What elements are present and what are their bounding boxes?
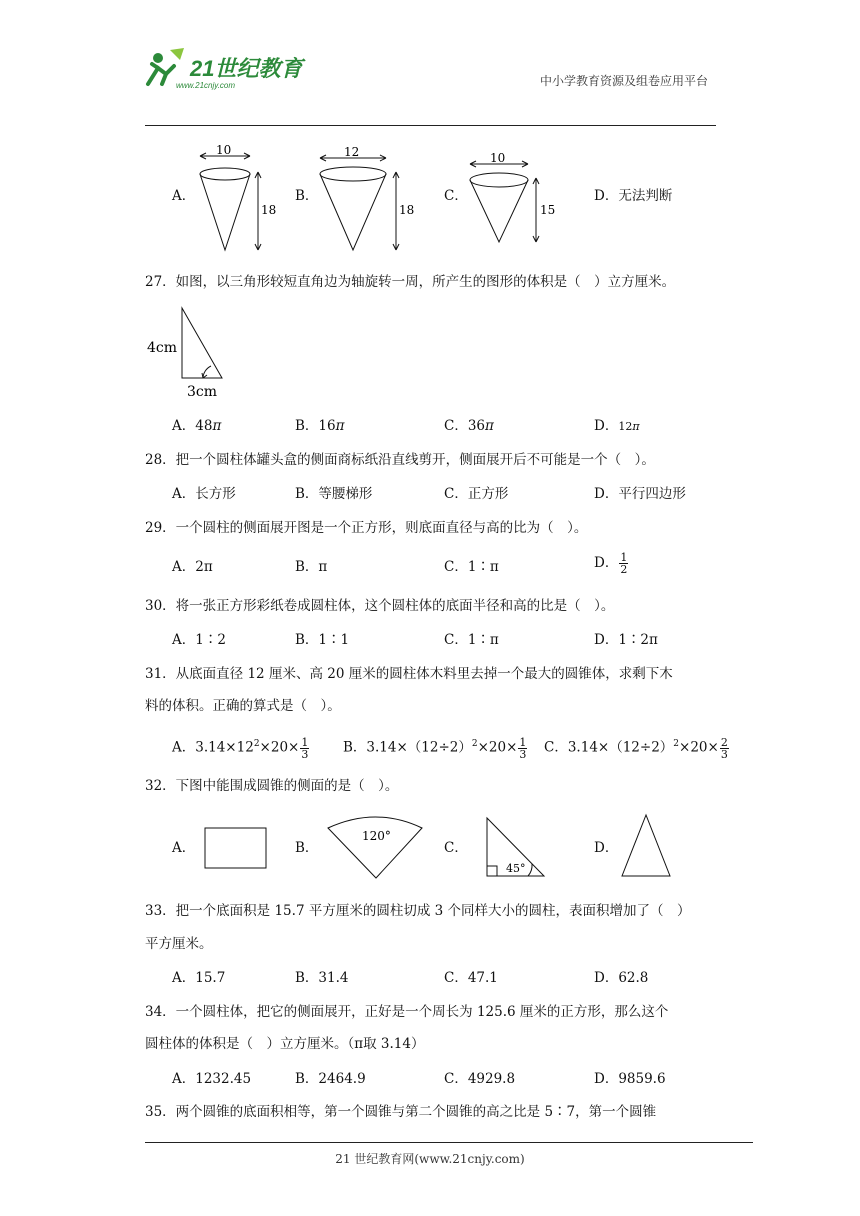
q33-option-c[interactable]: C．47.1 [444,970,498,986]
q27-option-b[interactable]: B．16π [295,418,345,434]
q26-cone-c [464,148,564,248]
q26-option-a-label[interactable]: A． [172,188,196,204]
fraction: $\frac{2}{3}$ [720,735,728,761]
q31-text-line1: 31．从底面直径 12 厘米、高 20 厘米的圆柱体木料里去掉一个最大的圆锥体，求剩下木 [145,666,673,682]
q32-right-triangle-shape [484,814,550,880]
q32-option-c-label[interactable]: C． [444,840,468,856]
q26-option-b-label[interactable]: B． [295,188,319,204]
header-rule [145,125,716,126]
q31-option-c[interactable]: C．$3.14\times(12\div 2)^2\times 20\times$ $\frac{2}{3}$ [544,735,728,761]
q28-option-d[interactable]: D．平行四边形 [594,486,686,502]
platform-name: 中小学教育资源及组卷应用平台 [540,74,709,88]
svg-text:www.21cnjy.com: www.21cnjy.com [176,81,235,90]
svg-text:18: 18 [261,203,277,217]
q29-option-a[interactable]: A．2π [172,559,213,575]
q28-text: 28．把一个圆柱体罐头盒的侧面商标纸沿直线剪开，侧面展开后不可能是一个（ ）。 [145,452,655,468]
footer-text: 21 世纪教育网(www.21cnjy.com) [335,1152,525,1166]
svg-text:12: 12 [344,145,360,159]
q32-text: 32．下图中能围成圆锥的侧面的是（ ）。 [145,778,399,794]
q29-option-c[interactable]: C．1∶π [444,559,499,575]
svg-text:18: 18 [399,203,415,217]
q27-triangle-figure [145,300,240,400]
q32-isosceles-triangle-shape [618,812,678,880]
q35-text-line1: 35．两个圆锥的底面积相等，第一个圆锥与第二个圆锥的高之比是 5∶7，第一个圆锥 [145,1104,657,1120]
footer-rule [145,1142,753,1143]
q29-text: 29．一个圆柱的侧面展开图是一个正方形，则底面直径与高的比为（ ）。 [145,520,588,536]
q34-option-a[interactable]: A．1232.45 [172,1071,252,1087]
q34-text-line2: 圆柱体的体积是（ ）立方厘米。（π取 3.14） [145,1036,425,1052]
svg-text:21世纪教育: 21世纪教育 [190,56,303,81]
q28-option-b[interactable]: B．等腰梯形 [295,486,373,502]
fraction: $\frac{1}{3}$ [519,735,527,761]
runner-logo-icon [140,44,310,92]
q33-text-line1: 33．把一个底面积是 15.7 平方厘米的圆柱切成 3 个同样大小的圆柱，表面积增加了（ ） [145,903,691,919]
q34-option-d[interactable]: D．9859.6 [594,1071,666,1087]
q32-rectangle-shape [204,826,270,872]
q33-text-line2: 平方厘米。 [145,936,213,952]
q30-option-b[interactable]: B．1∶1 [295,632,350,648]
fraction: $\frac{1}{2}$ [620,551,628,576]
svg-text:45°: 45° [506,862,526,875]
q32-option-a-label[interactable]: A． [172,840,196,856]
q26-cone-b [316,144,416,254]
q31-option-b[interactable]: B．$3.14\times(12\div 2)^2\times 20\times$ $\frac{1}{3}$ [343,735,527,761]
svg-text:120°: 120° [362,829,391,843]
q27-option-c[interactable]: C．36π [444,418,494,434]
q29-option-b[interactable]: B．π [295,559,328,575]
q26-cone-a [192,143,277,254]
q34-option-c[interactable]: C．4929.8 [444,1071,516,1087]
q30-option-a[interactable]: A．1∶2 [172,632,226,648]
header-logo [140,44,310,92]
q32-option-d-label[interactable]: D． [594,840,619,856]
q34-option-b[interactable]: B．2464.9 [295,1071,366,1087]
q30-option-d[interactable]: D．1∶2π [594,632,658,648]
svg-text:10: 10 [490,151,506,165]
q32-option-b-label[interactable]: B． [295,840,319,856]
q26-option-c-label[interactable]: C． [444,188,468,204]
svg-text:4cm: 4cm [147,340,178,356]
fraction: $\frac{1}{3}$ [301,735,309,761]
q30-text: 30．将一张正方形彩纸卷成圆柱体，这个圆柱体的底面半径和高的比是（ ）。 [145,598,615,614]
q27-option-d[interactable]: D．12π [594,418,640,434]
q29-option-d[interactable]: D． $\frac{1}{2}$ [594,551,628,576]
svg-text:15: 15 [540,203,556,217]
q32-sector-shape [326,812,426,882]
q31-option-a[interactable]: A．$3.14\times 12^2\times 20\times$ $\frac{1}{3}$ [172,735,309,761]
q31-text-line2: 料的体积。正确的算式是（ ）。 [145,698,341,714]
q33-option-d[interactable]: D．62.8 [594,970,649,986]
q30-option-c[interactable]: C．1∶π [444,632,499,648]
q27-text: 27．如图，以三角形较短直角边为轴旋转一周，所产生的图形的体积是（ ）立方厘米。 [145,274,676,290]
q33-option-b[interactable]: B．31.4 [295,970,349,986]
q33-option-a[interactable]: A．15.7 [172,970,226,986]
q34-text-line1: 34．一个圆柱体，把它的侧面展开，正好是一个周长为 125.6 厘米的正方形，那么这个 [145,1004,669,1020]
q26-option-d[interactable]: D．无法判断 [594,188,673,204]
q28-option-c[interactable]: C．正方形 [444,486,509,502]
q27-option-a[interactable]: A．48π [172,418,222,434]
svg-text:3cm: 3cm [187,384,218,400]
q28-option-a[interactable]: A．长方形 [172,486,236,502]
svg-text:10: 10 [216,143,232,157]
